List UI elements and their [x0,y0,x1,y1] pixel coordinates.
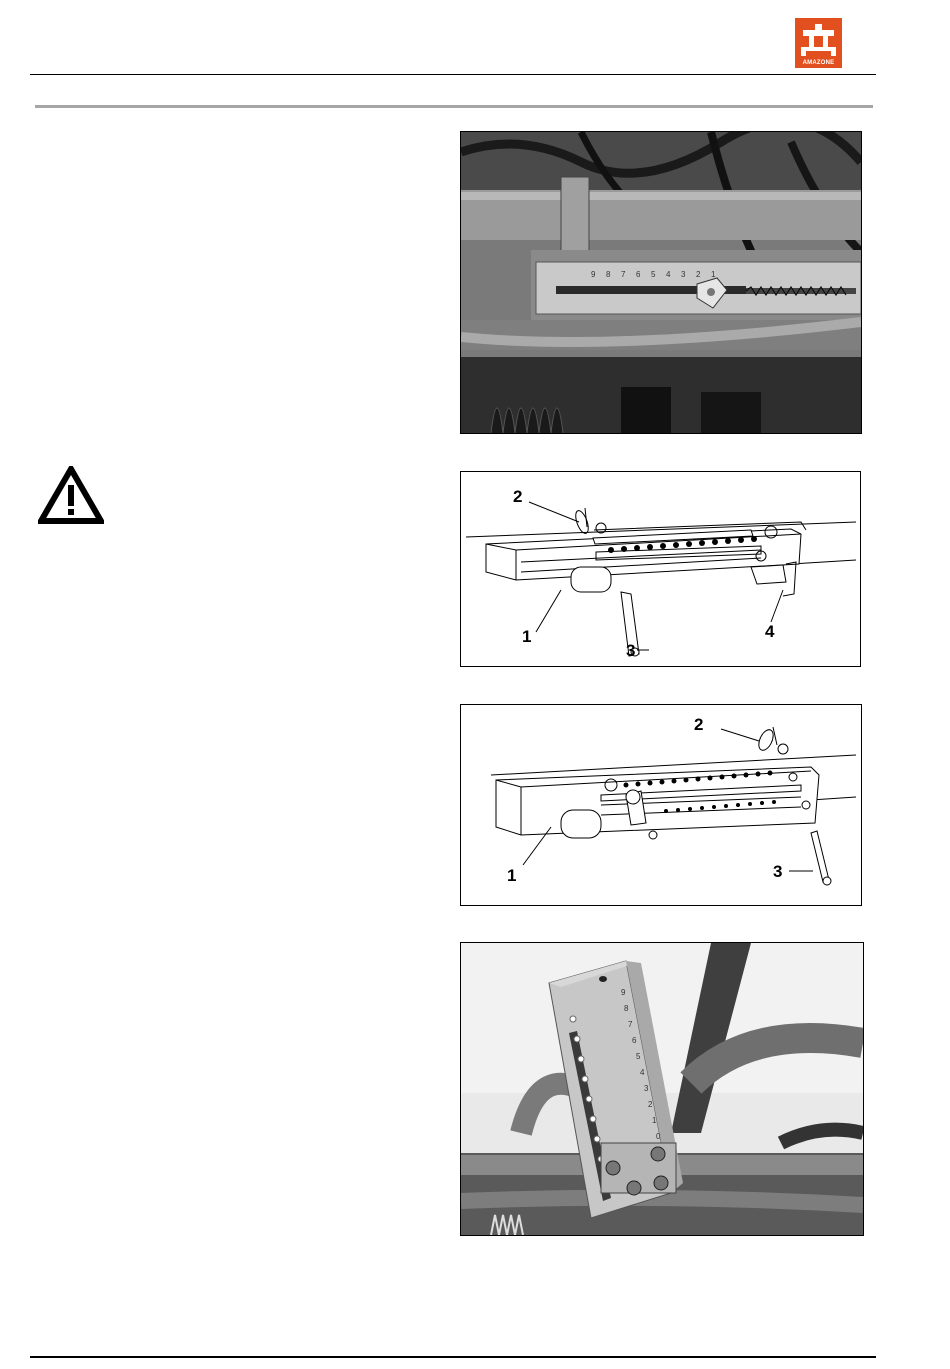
svg-text:9: 9 [621,988,626,997]
figure-photo-vertical-scale [460,942,864,1236]
svg-text:8: 8 [606,270,611,279]
svg-text:2: 2 [696,270,701,279]
svg-text:0: 0 [656,1132,661,1141]
svg-text:5: 5 [651,270,656,279]
callout-3: 3 [773,862,783,881]
svg-text:3: 3 [644,1084,649,1093]
callout-4: 4 [765,622,775,641]
warning-triangle-icon [38,466,104,524]
figure-diagram-telescopic-arm-1 [460,471,861,667]
figure-photo-scale-bar [460,131,862,434]
svg-text:9: 9 [591,270,596,279]
svg-text:5: 5 [636,1052,641,1061]
svg-text:6: 6 [632,1036,637,1045]
footer-rule [30,1356,876,1358]
callout-1: 1 [507,866,517,885]
svg-text:6: 6 [636,270,641,279]
svg-text:2: 2 [648,1100,653,1109]
svg-text:8: 8 [624,1004,629,1013]
logo-text: AMAZONE [802,60,835,66]
callout-1: 1 [522,627,532,646]
svg-text:7: 7 [621,270,626,279]
section-rule [35,105,873,108]
svg-text:3: 3 [681,270,686,279]
figure-diagram-telescopic-arm-2 [460,704,862,906]
svg-text:7: 7 [628,1020,633,1029]
svg-text:1: 1 [711,270,716,279]
svg-text:4: 4 [640,1068,645,1077]
callout-3: 3 [626,641,636,660]
callout-2: 2 [694,715,704,734]
callout-2: 2 [513,487,523,506]
amazone-logo [795,18,842,68]
header-rule [30,74,876,75]
svg-text:4: 4 [666,270,671,279]
svg-text:1: 1 [652,1116,657,1125]
scale-digits [591,270,716,279]
